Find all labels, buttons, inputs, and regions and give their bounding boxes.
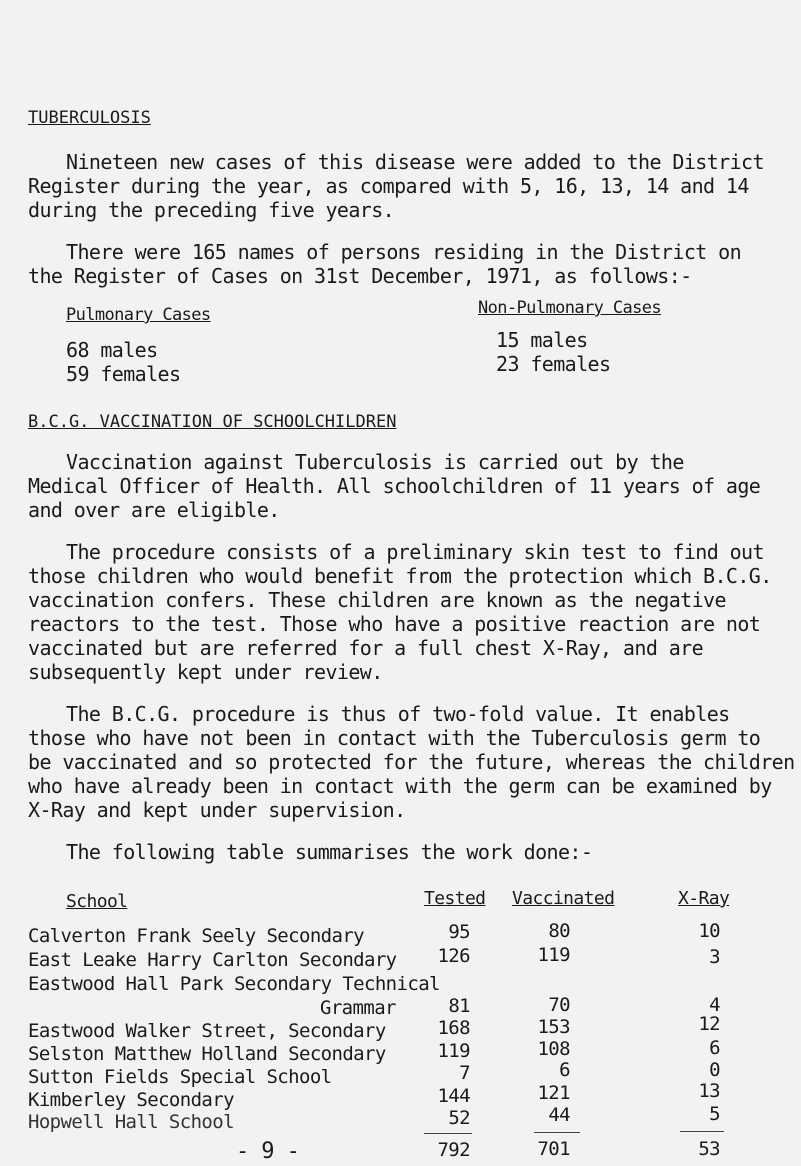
- bcg-para3-line5: X-Ray and kept under supervision.: [28, 798, 406, 822]
- bcg-para3-line1: The B.C.G. procedure is thus of two-fold value. It enables: [66, 702, 730, 726]
- bcg-para2-line4: reactors to the test. Those who have a positive reaction are not: [28, 612, 761, 636]
- table-row-xray: 0: [709, 1059, 720, 1081]
- table-row-school: Selston Matthew Holland Secondary: [28, 1043, 386, 1065]
- table-header-vaccinated: Vaccinated: [512, 888, 615, 909]
- pulmonary-cases-heading: Pulmonary Cases: [66, 305, 211, 325]
- bcg-para2-line5: vaccinated but are referred for a full chest X-Ray, and are: [28, 636, 704, 660]
- table-row-school-line2: Grammar: [320, 997, 396, 1019]
- tb-para2-line1: There were 165 names of persons residing in the District on: [66, 240, 742, 264]
- table-row-tested: 7: [459, 1062, 470, 1084]
- bcg-para3-line3: be vaccinated and so protected for the future, whereas the children: [28, 750, 795, 774]
- table-intro: The following table summarises the work done:-: [66, 840, 593, 864]
- table-row-tested: 52: [448, 1107, 470, 1129]
- tested-total-rule: [424, 1133, 472, 1134]
- bcg-para2-line1: The procedure consists of a preliminary skin test to find out: [66, 540, 764, 564]
- table-row-school: Kimberley Secondary: [28, 1089, 234, 1111]
- table-row-vaccinated: 70: [548, 994, 570, 1016]
- table-row-vaccinated: 121: [537, 1082, 570, 1104]
- table-row-school: Calverton Frank Seely Secondary: [28, 925, 365, 947]
- vaccinated-total-rule: [534, 1132, 580, 1133]
- bcg-para1-line1: Vaccination against Tuberculosis is carried out by the: [66, 450, 684, 474]
- table-row-tested: 95: [448, 921, 470, 943]
- table-row-school: East Leake Harry Carlton Secondary: [28, 949, 397, 971]
- table-row-tested: 126: [437, 945, 470, 967]
- table-row-tested: 168: [437, 1017, 470, 1039]
- table-row-school: Eastwood Walker Street, Secondary: [28, 1020, 386, 1042]
- table-header-xray: X-Ray: [678, 888, 730, 909]
- page-number: - 9 -: [236, 1139, 300, 1164]
- table-row-vaccinated: 153: [537, 1016, 570, 1038]
- tb-para2-line2: the Register of Cases on 31st December, 1971, as follows:-: [28, 264, 692, 288]
- tb-para1-line1: Nineteen new cases of this disease were added to the District: [66, 150, 764, 174]
- table-row-vaccinated: 108: [537, 1038, 570, 1060]
- table-header-tested: Tested: [424, 888, 486, 909]
- table-row-vaccinated: 80: [548, 920, 570, 942]
- table-row-vaccinated: 119: [537, 944, 570, 966]
- table-row-vaccinated: 44: [548, 1104, 570, 1126]
- bcg-para2-line6: subsequently kept under review.: [28, 660, 383, 684]
- pulmonary-females: 59 females: [66, 362, 181, 386]
- table-row-school: Hopwell Hall School: [28, 1111, 234, 1133]
- xray-total-rule: [680, 1131, 724, 1132]
- tuberculosis-heading: TUBERCULOSIS: [28, 108, 151, 128]
- table-row-xray: 6: [709, 1037, 720, 1059]
- bcg-para1-line3: and over are eligible.: [28, 498, 280, 522]
- table-row-xray: 3: [709, 946, 720, 968]
- total-vaccinated: 701: [537, 1138, 570, 1160]
- tb-para1-line3: during the preceding five years.: [28, 198, 395, 222]
- table-row-tested: 81: [448, 995, 470, 1017]
- table-row-school: Eastwood Hall Park Secondary Technical: [28, 973, 440, 995]
- table-row-vaccinated: 6: [559, 1059, 570, 1081]
- non-pulmonary-cases-heading: Non-Pulmonary Cases: [478, 298, 662, 318]
- non-pulmonary-males: 15 males: [496, 328, 588, 352]
- table-header-school: School: [66, 891, 128, 912]
- total-xray: 53: [698, 1138, 720, 1160]
- pulmonary-males: 68 males: [66, 338, 158, 362]
- bcg-para1-line2: Medical Officer of Health. All schoolchildren of 11 years of age: [28, 474, 761, 498]
- table-row-xray: 13: [698, 1080, 720, 1102]
- bcg-para2-line2: those children who would benefit from the protection which B.C.G.: [28, 564, 772, 588]
- bcg-para3-line2: those who have not been in contact with the Tuberculosis germ to: [28, 726, 761, 750]
- table-row-tested: 144: [437, 1085, 470, 1107]
- table-row-xray: 12: [698, 1013, 720, 1035]
- table-row-school: Sutton Fields Special School: [28, 1066, 332, 1088]
- table-row-tested: 119: [437, 1040, 470, 1062]
- table-row-xray: 10: [698, 920, 720, 942]
- bcg-heading: B.C.G. VACCINATION OF SCHOOLCHILDREN: [28, 412, 397, 432]
- tb-para1-line2: Register during the year, as compared with 5, 16, 13, 14 and 14: [28, 174, 749, 198]
- total-tested: 792: [437, 1139, 470, 1161]
- bcg-para2-line3: vaccination confers. These children are known as the negative: [28, 588, 726, 612]
- table-row-xray: 4: [709, 994, 720, 1016]
- bcg-para3-line4: who have already been in contact with the germ can be examined by: [28, 774, 772, 798]
- table-row-xray: 5: [709, 1103, 720, 1125]
- non-pulmonary-females: 23 females: [496, 352, 611, 376]
